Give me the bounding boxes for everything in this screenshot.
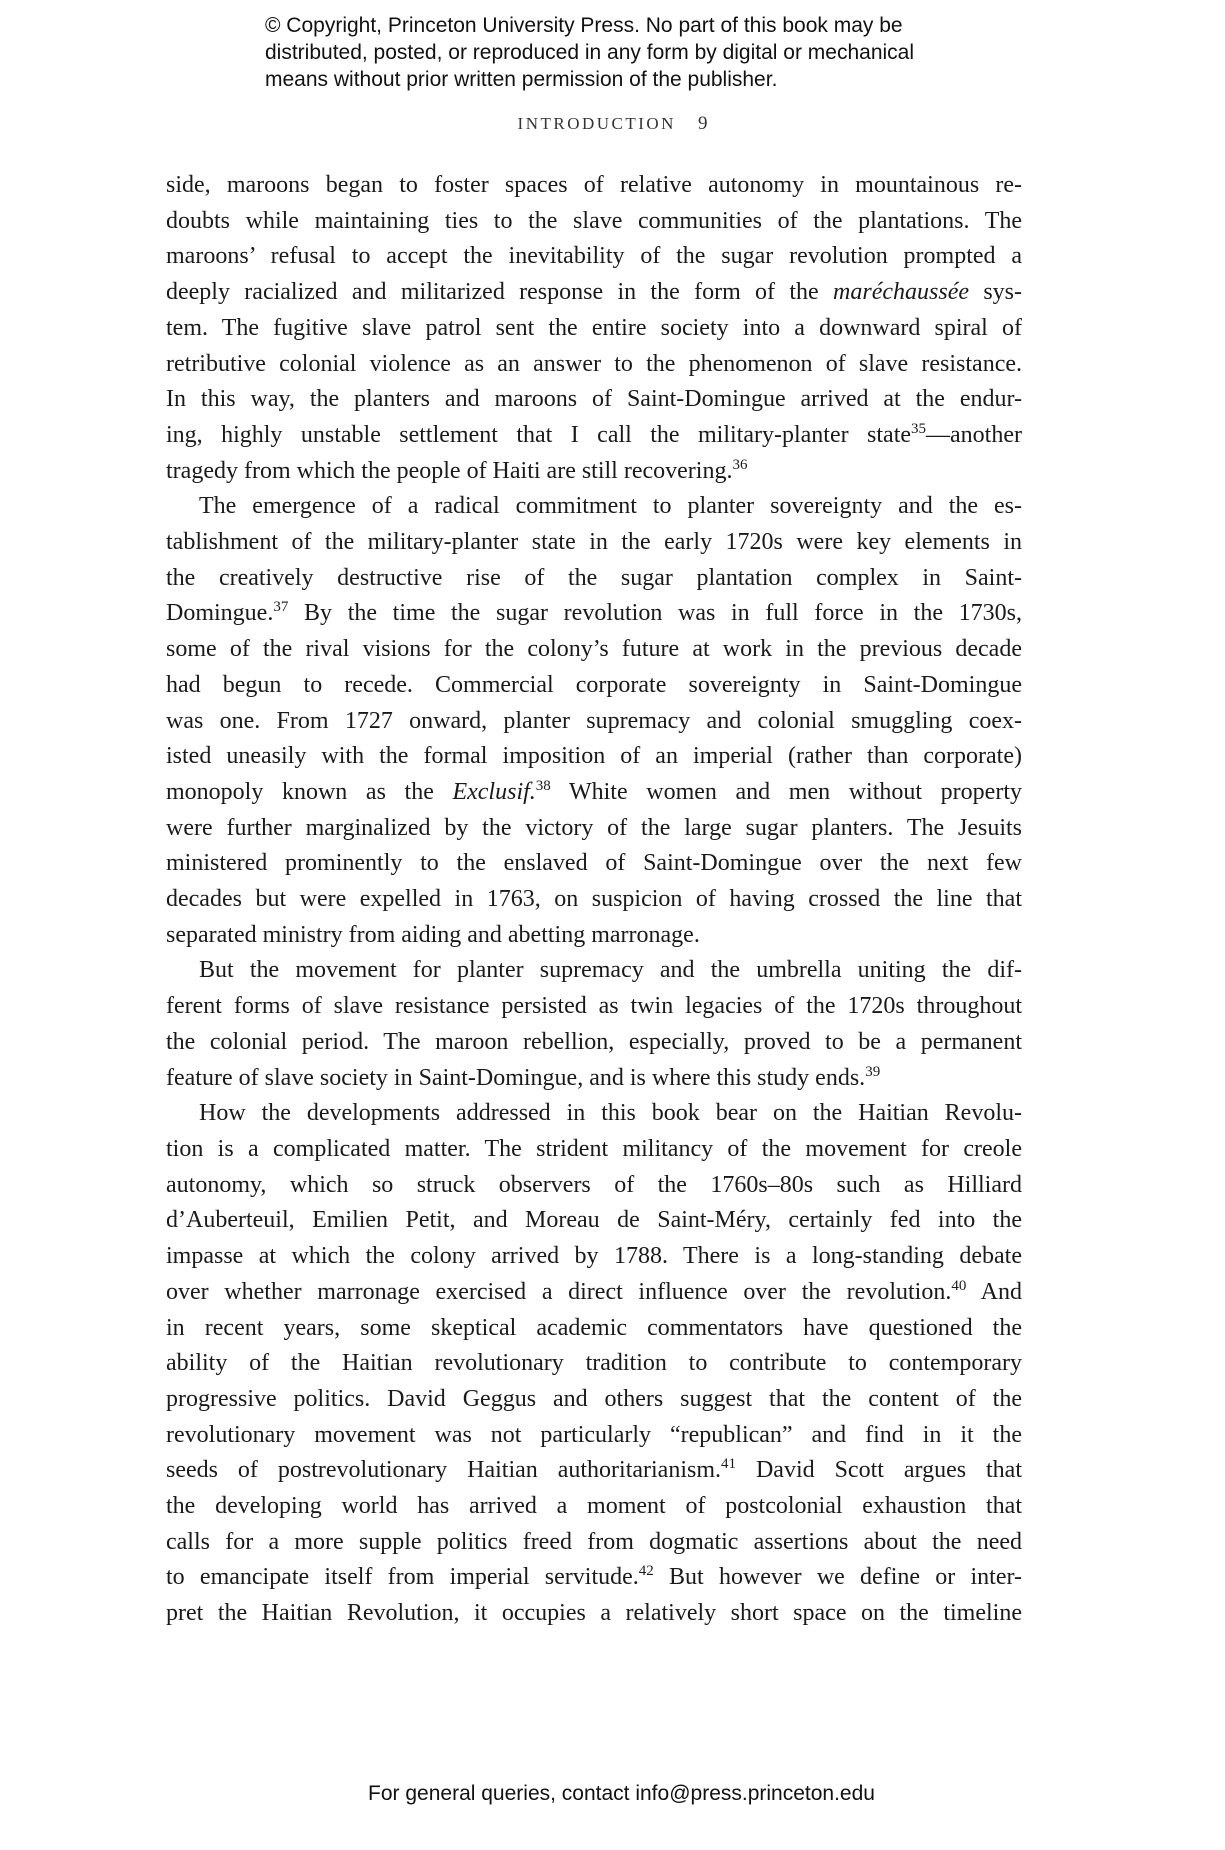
italic-term: Exclusif. [452, 778, 536, 805]
text-line [166, 1132, 1022, 1168]
text-line [166, 1418, 1022, 1454]
text-line [166, 1061, 1022, 1097]
text-run: monopoly known as the [166, 778, 453, 805]
text-line [166, 739, 1022, 775]
text-run: side, maroons began to foster spaces of relative autonomy in mountainous re- [166, 172, 1022, 198]
text-line [166, 1525, 1022, 1561]
footer-contact: For general queries, contact info@press.princeton.edu [368, 1782, 875, 1805]
text-line [166, 168, 1022, 204]
text-run: retributive colonial violence as an answer to the phenomenon of slave resistance. [166, 350, 1022, 377]
text-run: The emergence of a radical commitment to planter sovereignty and the es- [199, 493, 1022, 520]
text-run: calls for a more supple politics freed from dogmatic assertions about the need [166, 1528, 1022, 1555]
text-line [166, 1560, 1022, 1596]
text-line [166, 1275, 1022, 1311]
text-line [166, 454, 1022, 490]
text-line [166, 1489, 1022, 1525]
text-line [166, 882, 1022, 918]
text-run: progressive politics. David Geggus and others suggest that the content of the [166, 1385, 1022, 1412]
text-run: some of the rival visions for the colony’s future at work in the previous decade [166, 636, 1022, 663]
text-run: were further marginalized by the victory of the large sugar planters. The Jesuits [166, 814, 1022, 841]
body-text [166, 168, 1022, 1632]
footnote-ref[interactable]: 37 [273, 599, 289, 616]
text-run: ferent forms of slave resistance persisted as twin legacies of the 1720s throughout [166, 993, 1022, 1020]
text-run: Domingue. [166, 600, 274, 627]
text-line [166, 561, 1022, 597]
paragraph [166, 168, 1022, 489]
text-line [166, 811, 1022, 847]
text-line [166, 846, 1022, 882]
text-run: tem. The fugitive slave patrol sent the entire society into a downward spiral of [166, 314, 1022, 341]
text-line [166, 1311, 1022, 1347]
text-run: ing, highly unstable settlement that I call the military-planter state [166, 421, 912, 448]
copyright-line: means without prior written permission of the publisher. [265, 68, 778, 91]
paragraph [166, 1096, 1022, 1632]
text-line [166, 1025, 1022, 1061]
text-run: to emancipate itself from imperial servitude. [166, 1564, 639, 1591]
text-run: was one. From 1727 onward, planter supremacy and colonial smuggling coex- [166, 707, 1022, 734]
text-run: By the time the sugar revolution was in full force in the 1730s, [288, 600, 1022, 627]
text-run: decades but were expelled in 1763, on suspicion of having crossed the line that [166, 886, 1022, 913]
text-run: impasse at which the colony arrived by 1788. There is a long-standing debate [166, 1243, 1022, 1270]
text-line [166, 311, 1022, 347]
text-line [166, 989, 1022, 1025]
text-run: In this way, the planters and maroons of Saint-Domingue arrived at the endur- [166, 386, 1022, 413]
text-run: the colonial period. The maroon rebellion, especially, proved to be a permanent [166, 1028, 1022, 1055]
text-line [166, 775, 1022, 811]
text-line [166, 239, 1022, 275]
footnote-ref[interactable]: 41 [721, 1456, 737, 1473]
footnote-ref[interactable]: 40 [951, 1277, 967, 1294]
text-run: White women and men without property [550, 778, 1022, 805]
text-run: deeply racialized and militarized response in the form of the [166, 279, 834, 306]
text-run: ministered prominently to the enslaved of Saint-Domingue over the next few [166, 850, 1022, 877]
text-run: the creatively destructive rise of the sugar plantation complex in Saint- [166, 564, 1022, 591]
text-line [166, 1239, 1022, 1275]
text-run: tragedy from which the people of Haiti are still recovering. [166, 457, 733, 484]
running-head [0, 113, 1225, 135]
text-run: —another [926, 421, 1022, 448]
text-line [166, 525, 1022, 561]
text-run: tion is a complicated matter. The strident militancy of the movement for creole [166, 1135, 1022, 1162]
text-run: autonomy, which so struck observers of the 1760s–80s such as Hilliard [166, 1171, 1022, 1198]
text-run: But however we define or inter- [653, 1564, 1022, 1591]
text-line [166, 704, 1022, 740]
text-line [166, 1346, 1022, 1382]
text-run: tablishment of the military-planter state in the early 1720s were key elements in [166, 529, 1022, 556]
text-line [166, 1096, 1022, 1132]
text-line [166, 632, 1022, 668]
text-run: How the developments addressed in this book bear on the Haitian Revolu- [199, 1100, 1022, 1127]
footnote-ref[interactable]: 36 [732, 456, 748, 473]
page-number: 9 [697, 113, 708, 134]
text-line [166, 1453, 1022, 1489]
text-run: had begun to recede. Commercial corporate sovereignty in Saint-Domingue [166, 671, 1022, 698]
copyright-notice [265, 12, 1025, 93]
text-run: feature of slave society in Saint-Domingue, and is where this study ends. [166, 1064, 866, 1091]
text-run: pret the Haitian Revolution, it occupies a relatively short space on the timeline [166, 1600, 1022, 1627]
text-run: isted uneasily with the formal imposition of an imperial (rather than corporate) [166, 743, 1022, 770]
copyright-line: © Copyright, Princeton University Press. No part of this book may be [265, 14, 903, 37]
text-line [166, 275, 1022, 311]
text-line [166, 347, 1022, 383]
text-run: seeds of postrevolutionary Haitian authoritarianism. [166, 1457, 722, 1484]
text-line [166, 953, 1022, 989]
text-run: doubts while maintaining ties to the slave communities of the plantations. The [166, 207, 1022, 234]
text-run: But the movement for planter supremacy and the umbrella uniting the dif- [199, 957, 1022, 984]
text-run: ability of the Haitian revolutionary tradition to contribute to contemporary [166, 1350, 1022, 1377]
text-run: over whether marronage exercised a direct influence over the revolution. [166, 1278, 952, 1305]
text-line [166, 918, 1022, 954]
text-run: And [966, 1278, 1022, 1305]
footnote-ref[interactable]: 38 [535, 777, 551, 794]
text-line [166, 204, 1022, 240]
text-run: the developing world has arrived a moment of postcolonial exhaustion that [166, 1493, 1022, 1520]
text-line [166, 418, 1022, 454]
text-run: in recent years, some skeptical academic commentators have questioned the [166, 1314, 1022, 1341]
text-run: maroons’ refusal to accept the inevitability of the sugar revolution prompted a [166, 243, 1022, 270]
text-line [166, 1596, 1022, 1632]
footnote-ref[interactable]: 35 [911, 420, 927, 437]
copyright-line: distributed, posted, or reproduced in any form by digital or mechanical [265, 41, 915, 64]
text-run: d’Auberteuil, Emilien Petit, and Moreau de Saint-Méry, certainly fed into the [166, 1207, 1022, 1234]
text-line [166, 1382, 1022, 1418]
paragraph [166, 953, 1022, 1096]
text-run: revolutionary movement was not particularly “republican” and find in it the [166, 1421, 1022, 1448]
text-run: separated ministry from aiding and abetting marronage. [166, 921, 700, 948]
footnote-ref[interactable]: 39 [865, 1063, 881, 1080]
footnote-ref[interactable]: 42 [638, 1563, 654, 1580]
text-run: David Scott argues that [736, 1457, 1022, 1484]
running-head-title: INTRODUCTION [517, 114, 676, 133]
italic-term: maréchaussée [833, 279, 969, 306]
text-line [166, 1168, 1022, 1204]
text-line [166, 1203, 1022, 1239]
text-run: sys- [969, 279, 1022, 306]
text-line [166, 596, 1022, 632]
text-line [166, 489, 1022, 525]
text-line [166, 382, 1022, 418]
text-line [166, 668, 1022, 704]
paragraph [166, 489, 1022, 953]
